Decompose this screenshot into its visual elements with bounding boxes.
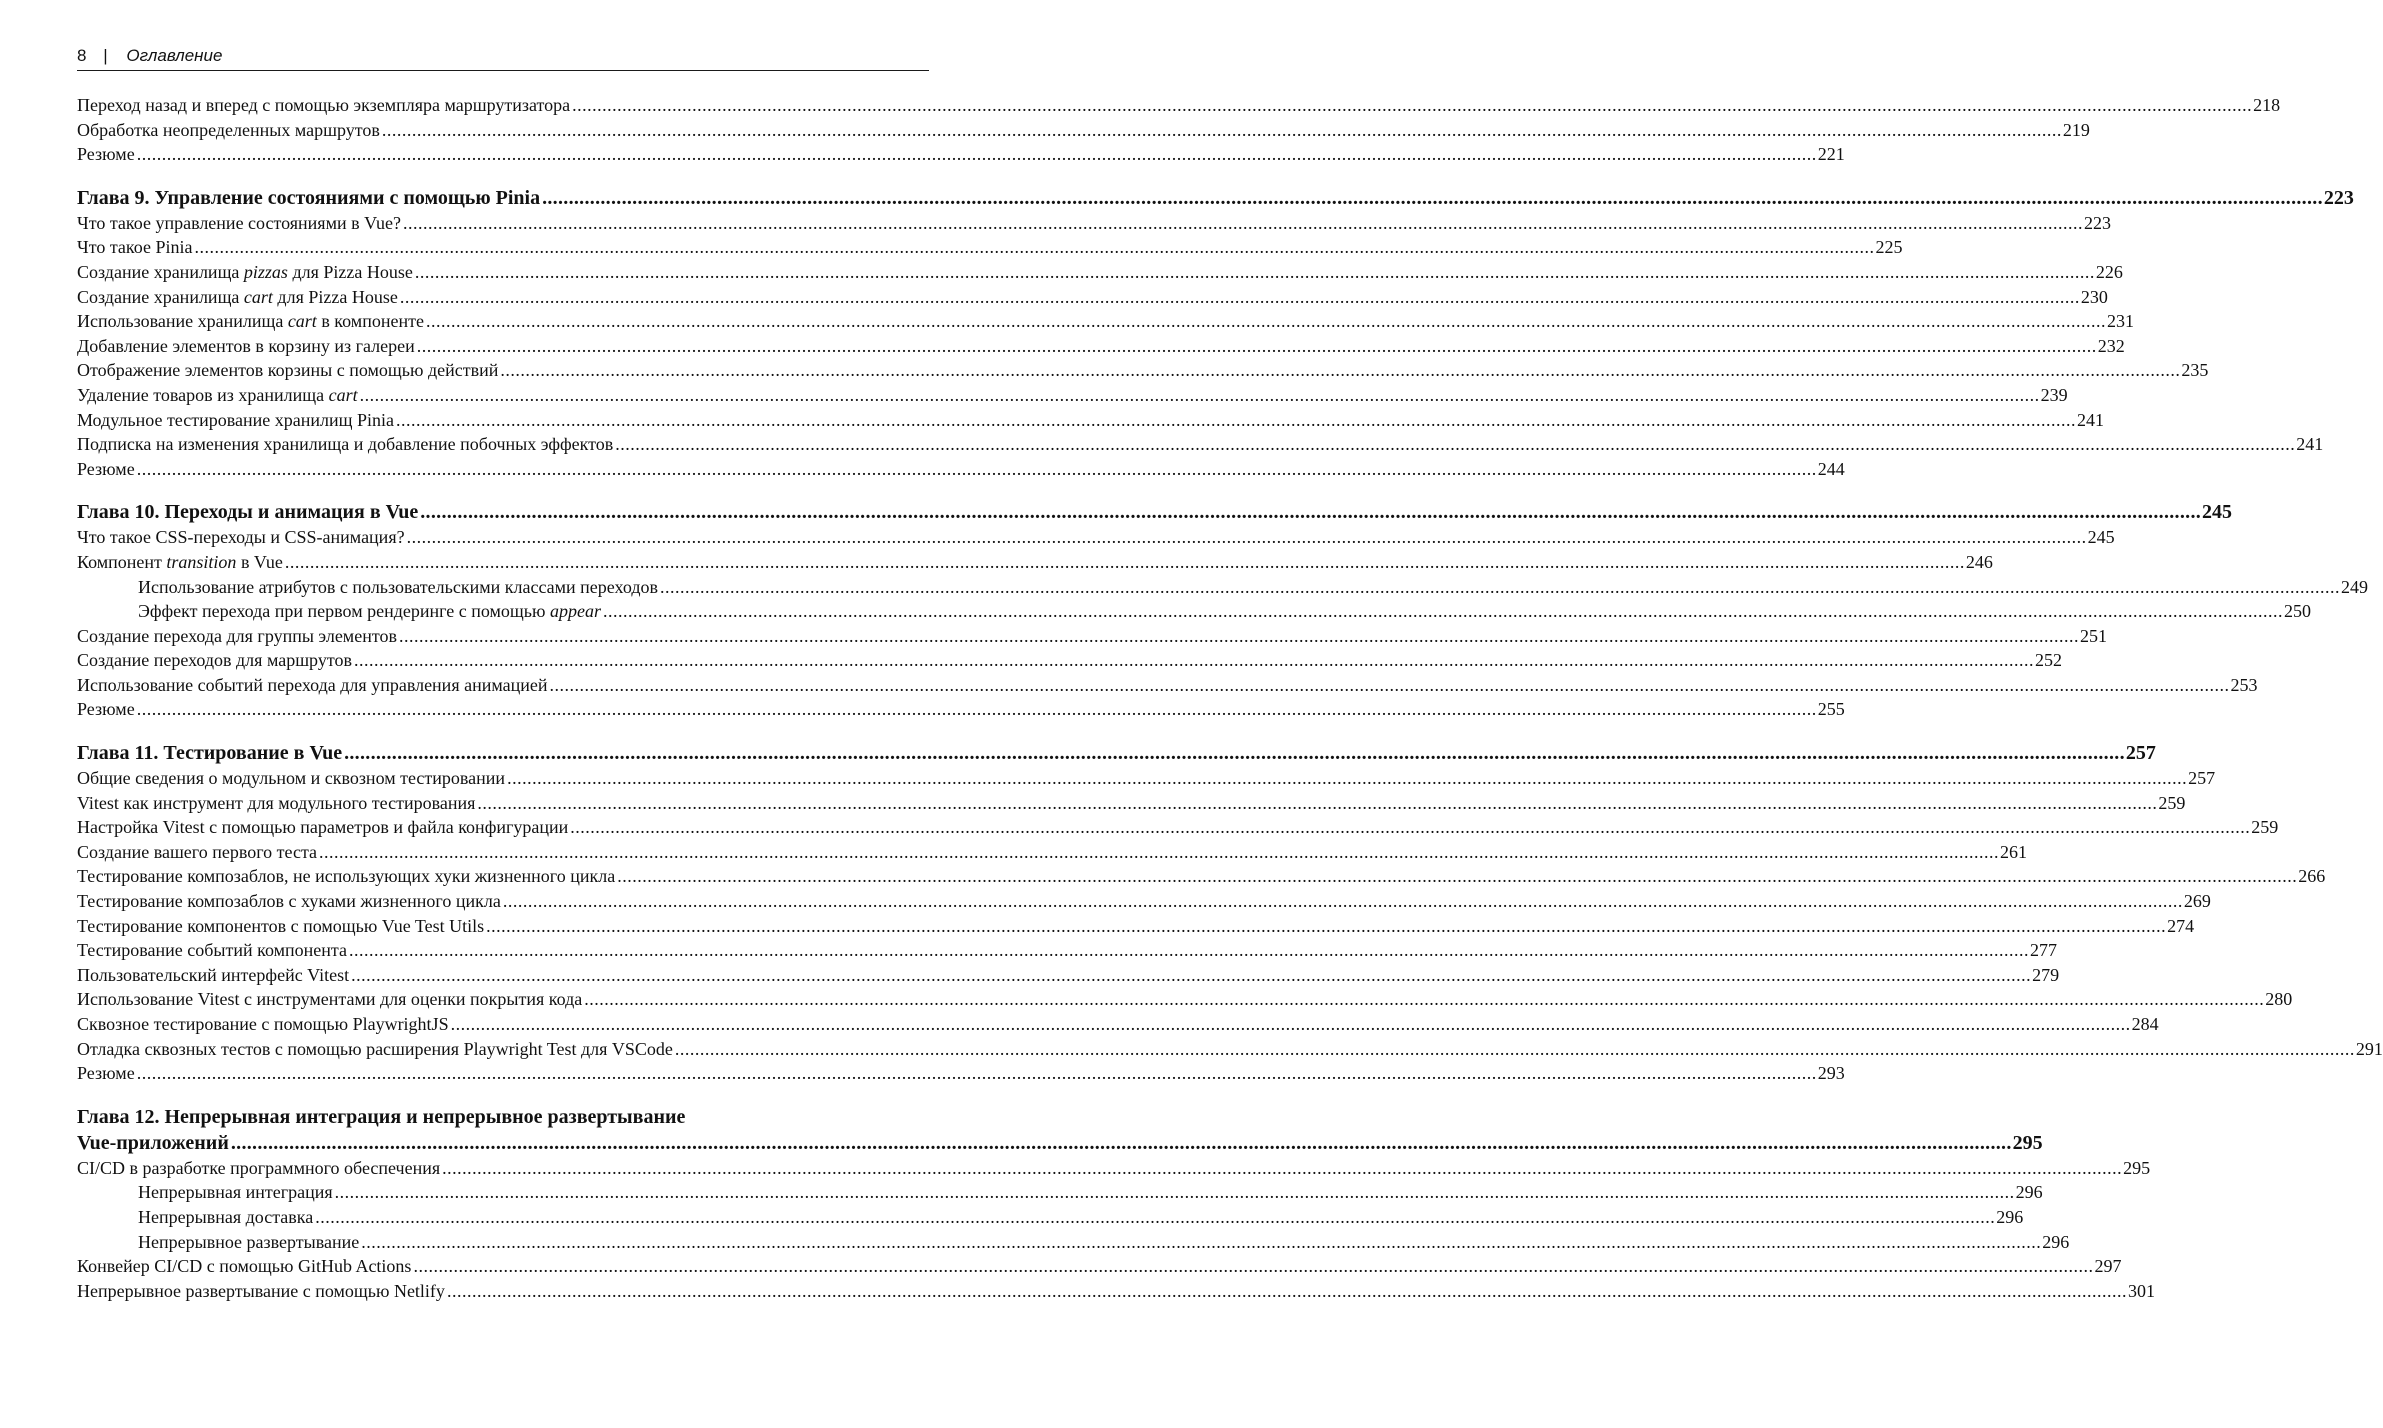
toc-entry: [77, 211, 2112, 236]
toc-subentry: [77, 1230, 2070, 1255]
entry-page-number: 218: [2253, 95, 2281, 115]
entry-title: Использование событий перехода для управления анимацией: [77, 674, 548, 695]
entry-title: Резюме: [77, 699, 135, 720]
entry-title: Пользовательский интерфейс Vitest: [77, 964, 350, 985]
toc-entry: [77, 987, 2293, 1012]
toc-entry: [77, 914, 2195, 939]
entry-title: CI/CD в разработке программного обеспечения: [77, 1157, 441, 1178]
dot-leader: [137, 457, 1817, 482]
entry-title: Тестирование композаблов с хуками жизненного цикла: [77, 891, 501, 912]
toc-entry: [77, 864, 2326, 889]
entry-title: Непрерывная интеграция: [138, 1182, 333, 1203]
entry-title: Тестирование событий компонента: [77, 940, 347, 961]
dot-leader: [315, 1205, 1995, 1230]
running-title: Оглавление: [126, 46, 223, 65]
entry-title: Непрерывное развертывание с помощью Netlify: [77, 1280, 445, 1301]
dot-leader: [403, 211, 2083, 236]
entry-title: Эффект перехода при первом рендеринге с помощью appear: [138, 601, 601, 622]
dot-leader: [407, 525, 2087, 550]
toc-entry: [77, 309, 2134, 334]
toc-entry: [77, 1061, 1845, 1086]
dot-leader: [542, 185, 2323, 211]
entry-title: Что такое управление состояниями в Vue?: [77, 212, 402, 233]
toc-entry: [77, 791, 2186, 816]
toc-entry: [77, 1254, 2122, 1279]
entry-title: Конвейер CI/CD с помощью GitHub Actions: [77, 1256, 412, 1277]
entry-title: Общие сведения о модульном и сквозном тестировании: [77, 768, 506, 789]
entry-page-number: 297: [2094, 1256, 2122, 1277]
dot-leader: [137, 142, 1817, 167]
entry-page-number: 225: [1875, 237, 1903, 258]
entry-page-number: 293: [1817, 1063, 1845, 1084]
dot-leader: [426, 309, 2106, 334]
entry-page-number: 277: [2029, 940, 2057, 961]
dot-leader: [354, 648, 2034, 673]
dot-leader: [399, 624, 2079, 649]
toc-entry: [77, 142, 1845, 167]
toc-entry: [77, 815, 2279, 840]
entry-title: Непрерывная доставка: [138, 1206, 314, 1227]
entry-title: Что такое CSS-переходы и CSS-анимация?: [77, 527, 405, 548]
dot-leader: [344, 740, 2125, 766]
table-of-contents: [77, 93, 2383, 1303]
dot-leader: [550, 673, 2230, 698]
toc-entry: [77, 235, 1903, 260]
entry-page-number: 241: [2296, 434, 2324, 455]
toc-entry: [77, 358, 2209, 383]
entry-page-number: 259: [2158, 792, 2186, 813]
dot-leader: [500, 358, 2180, 383]
entry-page-number: 266: [2298, 866, 2326, 887]
dot-leader: [675, 1037, 2355, 1062]
entry-title: Создание вашего первого теста: [77, 841, 318, 862]
running-header: [77, 44, 929, 71]
entry-title: Отладка сквозных тестов с помощью расширения Playwright Test для VSCode: [77, 1038, 673, 1059]
dot-leader: [415, 260, 2095, 285]
entry-page-number: 249: [2341, 576, 2368, 597]
entry-title: Использование хранилища cart в компоненте: [77, 311, 424, 332]
chapter-heading: [77, 499, 2233, 525]
entry-page-number: 296: [2042, 1231, 2070, 1252]
entry-page-number: 284: [2131, 1014, 2159, 1034]
entry-title: Создание хранилища pizzas для Pizza House: [77, 261, 413, 282]
entry-page-number: 280: [2265, 989, 2293, 1010]
dot-leader: [447, 1279, 2127, 1304]
entry-title: Отображение элементов корзины с помощью действий: [77, 360, 499, 381]
entry-title: Создание переходов для маршрутов: [77, 650, 352, 671]
entry-title: Vitest как инструмент для модульного тестирования: [77, 792, 476, 813]
entry-title: Добавление элементов в корзину из галереи: [77, 335, 415, 356]
entry-page-number: 279: [2032, 964, 2060, 985]
dot-leader: [396, 408, 2076, 433]
dot-leader: [351, 963, 2031, 988]
entry-page-number: 251: [2079, 625, 2107, 646]
entry-title: Глава 10. Переходы и анимация в Vue: [77, 501, 419, 524]
entry-page-number: 219: [2062, 119, 2090, 140]
toc-entry: [77, 525, 2115, 550]
entry-page-number: 291: [2355, 1038, 2383, 1059]
entry-page-number: 231: [2106, 311, 2134, 332]
entry-title: Сквозное тестирование с помощью PlaywrightJS: [77, 1014, 449, 1034]
entry-title: Обработка неопределенных маршрутов: [77, 119, 380, 140]
entry-page-number: 235: [2181, 360, 2209, 381]
toc-entry: [77, 697, 1845, 722]
dot-leader: [572, 93, 2252, 118]
dot-leader: [361, 1230, 2041, 1255]
entry-page-number: 274: [2167, 915, 2195, 936]
entry-title: Vue-приложений: [77, 1131, 229, 1154]
dot-leader: [615, 432, 2295, 457]
chapter-heading-continuation: [77, 1130, 2043, 1156]
toc-entry: [77, 1037, 2383, 1062]
dot-leader: [335, 1180, 2015, 1205]
entry-page-number: 245: [2202, 501, 2233, 524]
dot-leader: [584, 987, 2264, 1012]
entry-title: Глава 9. Управление состояниями с помощью Pinia: [77, 186, 541, 209]
dot-leader: [603, 599, 2283, 624]
entry-title: Использование атрибутов с пользовательскими классами переходов: [138, 576, 658, 597]
toc-entry: [77, 938, 2057, 963]
toc-entry: [77, 408, 2104, 433]
dot-leader: [477, 791, 2157, 816]
entry-page-number: 295: [2012, 1131, 2043, 1154]
entry-page-number: 253: [2230, 674, 2258, 695]
dot-leader: [617, 864, 2297, 889]
toc-subentry: [77, 1180, 2043, 1205]
entry-page-number: 296: [1996, 1206, 2024, 1227]
entry-page-number: 221: [1817, 144, 1845, 165]
entry-page-number: 239: [2040, 384, 2068, 405]
dot-leader: [570, 815, 2250, 840]
entry-title: Тестирование композаблов, не использующих хуки жизненного цикла: [77, 866, 616, 887]
dot-leader: [231, 1130, 2012, 1156]
entry-page-number: 255: [1817, 699, 1845, 720]
toc-entry: [77, 673, 2258, 698]
toc-entry: [77, 624, 2107, 649]
entry-title: Модульное тестирование хранилищ Pinia: [77, 409, 394, 430]
entry-title: Использование Vitest с инструментами для оценки покрытия кода: [77, 989, 583, 1010]
entry-page-number: 250: [2283, 601, 2311, 622]
chapter-heading: [77, 740, 2156, 766]
entry-title: Создание перехода для группы элементов: [77, 625, 397, 646]
toc-entry: [77, 840, 2028, 865]
toc-entry: [77, 1279, 2155, 1304]
entry-page-number: 223: [2084, 212, 2112, 233]
entry-page-number: 296: [2015, 1182, 2043, 1203]
entry-page-number: 252: [2034, 650, 2062, 671]
entry-title: Настройка Vitest с помощью параметров и файла конфигурации: [77, 817, 569, 838]
toc-entry: [77, 93, 2281, 118]
entry-title: Подписка на изменения хранилища и добавление побочных эффектов: [77, 434, 614, 455]
toc-entry: [77, 963, 2060, 988]
entry-page-number: 269: [2183, 891, 2211, 912]
toc-entry: [77, 1156, 2151, 1181]
dot-leader: [349, 938, 2029, 963]
entry-page-number: 226: [2095, 261, 2123, 282]
toc-entry: [77, 432, 2324, 457]
entry-title: Резюме: [77, 144, 135, 165]
dot-leader: [660, 575, 2340, 600]
entry-title: Тестирование компонентов с помощью Vue Test Utils: [77, 915, 485, 936]
toc-subentry: [77, 599, 2311, 624]
entry-title: Резюме: [77, 458, 135, 479]
entry-page-number: 301: [2127, 1280, 2155, 1301]
entry-page-number: 230: [2080, 286, 2108, 307]
dot-leader: [360, 383, 2040, 408]
entry-page-number: 223: [2323, 186, 2354, 209]
dot-leader: [382, 118, 2062, 143]
entry-page-number: 245: [2087, 527, 2115, 548]
entry-title: Глава 11. Тестирование в Vue: [77, 742, 343, 765]
dot-leader: [319, 840, 1999, 865]
toc-entry: [77, 285, 2108, 310]
entry-page-number: 259: [2251, 817, 2279, 838]
toc-entry: [77, 260, 2123, 285]
entry-title: Резюме: [77, 1063, 135, 1084]
dot-leader: [400, 285, 2080, 310]
toc-entry: [77, 457, 1845, 482]
toc-entry: [77, 334, 2125, 359]
toc-subentry: [77, 575, 2368, 600]
entry-title: Что такое Pinia: [77, 237, 193, 258]
dot-leader: [137, 1061, 1817, 1086]
toc-entry: [77, 889, 2211, 914]
header-separator: |: [103, 46, 108, 65]
chapter-heading: Глава 12. Непрерывная интеграция и непрерывное развертывание: [77, 1105, 686, 1128]
dot-leader: [413, 1254, 2093, 1279]
entry-page-number: 246: [1965, 551, 1993, 572]
dot-leader: [507, 766, 2187, 791]
dot-leader: [420, 499, 2201, 525]
entry-title: Компонент transition в Vue: [77, 551, 283, 572]
dot-leader: [194, 235, 1874, 260]
entry-page-number: 232: [2097, 335, 2125, 356]
page-number: 8: [77, 46, 87, 65]
entry-page-number: 261: [2000, 841, 2028, 862]
toc-entry: [77, 648, 2062, 673]
entry-title: Удаление товаров из хранилища cart: [77, 384, 358, 405]
toc-entry: [77, 550, 1993, 575]
toc-entry: [77, 766, 2216, 791]
entry-page-number: 257: [2125, 742, 2156, 765]
chapter-heading: [77, 185, 2354, 211]
dot-leader: [417, 334, 2097, 359]
toc-entry: [77, 118, 2090, 143]
entry-title: Переход назад и вперед с помощью экземпляра маршрутизатора: [77, 95, 571, 115]
dot-leader: [137, 697, 1817, 722]
toc-entry: [77, 1012, 2159, 1037]
dot-leader: [486, 914, 2166, 939]
dot-leader: [442, 1156, 2122, 1181]
entry-page-number: 295: [2123, 1157, 2151, 1178]
entry-title: Непрерывное развертывание: [138, 1231, 360, 1252]
entry-page-number: 241: [2076, 409, 2104, 430]
toc-subentry: [77, 1205, 2024, 1230]
entry-page-number: 257: [2188, 768, 2216, 789]
entry-page-number: 244: [1817, 458, 1845, 479]
entry-title: Создание хранилища cart для Pizza House: [77, 286, 398, 307]
toc-entry: [77, 383, 2068, 408]
dot-leader: [451, 1012, 2131, 1037]
dot-leader: [285, 550, 1965, 575]
dot-leader: [503, 889, 2183, 914]
